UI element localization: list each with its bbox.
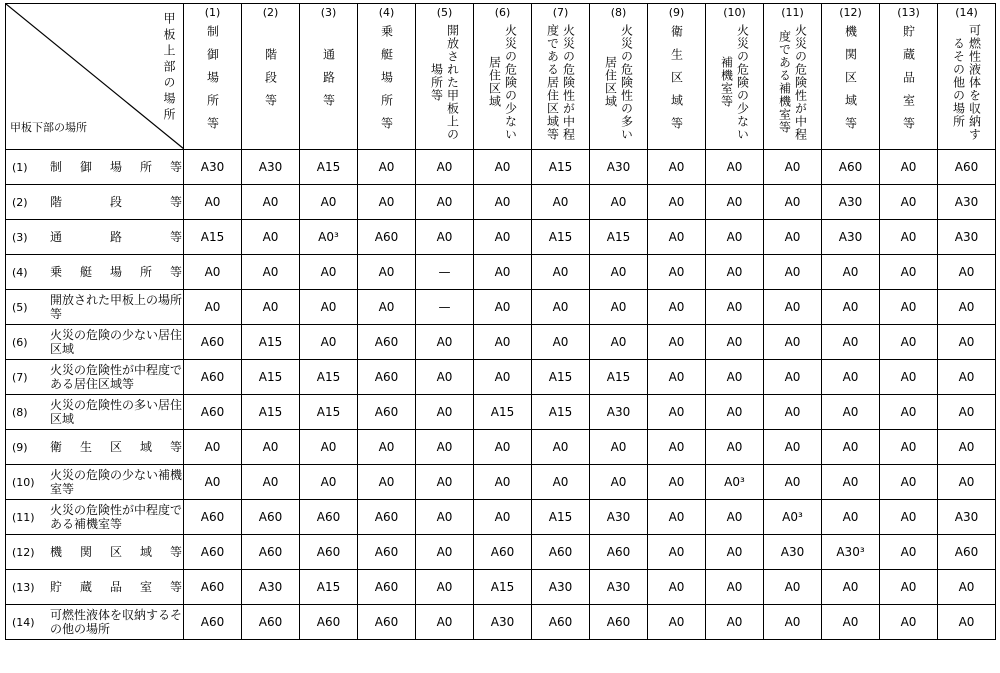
table-row bbox=[6, 535, 996, 570]
row-header bbox=[6, 465, 184, 500]
table-cell: A0 bbox=[300, 325, 358, 360]
row-label: 制御場所等 bbox=[50, 160, 182, 175]
table-cell: A0 bbox=[416, 220, 474, 255]
table-cell: — bbox=[416, 290, 474, 325]
column-header bbox=[416, 4, 474, 150]
table-cell: A30 bbox=[938, 185, 996, 220]
column-header bbox=[648, 4, 706, 150]
row-number: (14) bbox=[12, 615, 35, 629]
table-cell: A0 bbox=[938, 325, 996, 360]
table-cell: A30 bbox=[242, 150, 300, 185]
table-cell: A0 bbox=[358, 290, 416, 325]
table-cell: A0 bbox=[184, 185, 242, 220]
column-label: 可燃性液体を収納するその他の場所 bbox=[951, 23, 982, 141]
table-cell: A0 bbox=[300, 255, 358, 290]
column-header bbox=[358, 4, 416, 150]
table-cell: A0 bbox=[184, 465, 242, 500]
table-cell: A60 bbox=[184, 325, 242, 360]
column-label: 火災の危険性が中程度である居住区域等 bbox=[545, 23, 576, 141]
column-label: 貯蔵品室等 bbox=[901, 24, 916, 140]
column-header bbox=[880, 4, 938, 150]
table-cell: A0 bbox=[938, 255, 996, 290]
column-number: (10) bbox=[723, 6, 746, 19]
table-cell: A15 bbox=[300, 150, 358, 185]
table-cell: A0 bbox=[706, 325, 764, 360]
table-cell: A0 bbox=[764, 150, 822, 185]
table-cell: A30 bbox=[590, 395, 648, 430]
row-number: (13) bbox=[12, 580, 35, 594]
row-header bbox=[6, 325, 184, 360]
table-cell: A0 bbox=[242, 430, 300, 465]
table-cell: A60 bbox=[358, 220, 416, 255]
row-header bbox=[6, 535, 184, 570]
row-label: 火災の危険性の多い居住区域 bbox=[50, 398, 183, 426]
table-cell: A15 bbox=[242, 325, 300, 360]
table-cell: A0 bbox=[706, 535, 764, 570]
column-header bbox=[184, 4, 242, 150]
column-number: (9) bbox=[668, 6, 685, 19]
table-cell: A0 bbox=[764, 605, 822, 640]
table-cell: A15 bbox=[590, 220, 648, 255]
table-cell: A0 bbox=[648, 255, 706, 290]
table-row bbox=[6, 325, 996, 360]
table-cell: A0 bbox=[416, 150, 474, 185]
column-number: (6) bbox=[494, 6, 511, 19]
table-cell: A30 bbox=[590, 150, 648, 185]
table-cell: A60 bbox=[184, 570, 242, 605]
table-cell: A0 bbox=[184, 290, 242, 325]
table-cell: A0³ bbox=[300, 220, 358, 255]
table-row bbox=[6, 220, 996, 255]
table-cell: A0 bbox=[648, 535, 706, 570]
table-cell: A30 bbox=[590, 570, 648, 605]
table-cell: A0 bbox=[938, 465, 996, 500]
table-cell: A0 bbox=[822, 430, 880, 465]
table-cell: A30 bbox=[474, 605, 532, 640]
table-cell: A60 bbox=[532, 605, 590, 640]
table-cell: A30 bbox=[242, 570, 300, 605]
table-cell: A0 bbox=[532, 185, 590, 220]
table-cell: A0 bbox=[532, 255, 590, 290]
table-cell: A60 bbox=[184, 535, 242, 570]
row-label: 火災の危険の少ない補機室等 bbox=[50, 468, 183, 496]
table-cell: A0 bbox=[764, 395, 822, 430]
table-cell: A0 bbox=[764, 465, 822, 500]
table-cell: A0 bbox=[880, 185, 938, 220]
table-cell: A0 bbox=[648, 430, 706, 465]
table-row bbox=[6, 185, 996, 220]
table-cell: A60 bbox=[358, 395, 416, 430]
table-cell: A0 bbox=[706, 220, 764, 255]
table-cell: A0 bbox=[764, 290, 822, 325]
column-label: 階段等 bbox=[263, 47, 278, 117]
table-cell: A0³ bbox=[706, 465, 764, 500]
row-label: 火災の危険性が中程度である補機室等 bbox=[50, 503, 183, 531]
table-cell: A0 bbox=[416, 535, 474, 570]
table-cell: A0 bbox=[648, 605, 706, 640]
row-label: 火災の危険の少ない居住区域 bbox=[50, 328, 183, 356]
table-cell: A0 bbox=[648, 360, 706, 395]
row-header bbox=[6, 150, 184, 185]
table-cell: A60 bbox=[184, 395, 242, 430]
corner-upper-label: 甲板上部の場所 bbox=[162, 11, 176, 124]
table-cell: A0 bbox=[706, 255, 764, 290]
table-cell: A15 bbox=[300, 570, 358, 605]
column-label: 火災の危険性の多い居住区域 bbox=[603, 23, 634, 141]
column-label: 通路等 bbox=[321, 47, 336, 117]
table-cell: A60 bbox=[358, 500, 416, 535]
table-cell: A0 bbox=[184, 255, 242, 290]
row-number: (12) bbox=[12, 545, 35, 559]
table-cell: A0 bbox=[822, 290, 880, 325]
table-cell: A0 bbox=[590, 290, 648, 325]
table-cell: A0 bbox=[416, 395, 474, 430]
table-cell: A0 bbox=[764, 325, 822, 360]
table-cell: A0 bbox=[880, 150, 938, 185]
table-cell: A0 bbox=[590, 465, 648, 500]
column-number: (11) bbox=[781, 6, 804, 19]
column-number: (3) bbox=[320, 6, 337, 19]
table-cell: A0 bbox=[358, 255, 416, 290]
row-number: (6) bbox=[12, 335, 28, 349]
table-cell: A0 bbox=[880, 325, 938, 360]
table-cell: A15 bbox=[300, 360, 358, 395]
table-cell: A0 bbox=[474, 430, 532, 465]
table-cell: A0 bbox=[880, 430, 938, 465]
table-cell: A60 bbox=[938, 150, 996, 185]
table-cell: A0 bbox=[474, 290, 532, 325]
row-number: (1) bbox=[12, 160, 28, 174]
table-cell: A0 bbox=[648, 570, 706, 605]
table-cell: A0 bbox=[416, 185, 474, 220]
table-cell: A0 bbox=[358, 430, 416, 465]
table-cell: A15 bbox=[474, 570, 532, 605]
column-header bbox=[474, 4, 532, 150]
table-cell: A0 bbox=[648, 325, 706, 360]
table-cell: A0 bbox=[416, 605, 474, 640]
table-cell: A15 bbox=[474, 395, 532, 430]
table-cell: A0 bbox=[474, 325, 532, 360]
table-cell: A0 bbox=[474, 465, 532, 500]
column-number: (1) bbox=[204, 6, 221, 19]
row-label: 機関区域等 bbox=[50, 545, 182, 560]
table-cell: A60 bbox=[358, 535, 416, 570]
table-cell: A60 bbox=[184, 360, 242, 395]
column-number: (5) bbox=[436, 6, 453, 19]
row-header bbox=[6, 605, 184, 640]
row-number: (2) bbox=[12, 195, 28, 209]
table-cell: A0 bbox=[706, 290, 764, 325]
table-cell: A0 bbox=[764, 255, 822, 290]
table-row bbox=[6, 255, 996, 290]
table-cell: A0 bbox=[938, 570, 996, 605]
table-cell: A15 bbox=[300, 395, 358, 430]
column-number: (7) bbox=[552, 6, 569, 19]
table-cell: A0 bbox=[880, 220, 938, 255]
column-number: (4) bbox=[378, 6, 395, 19]
column-label: 火災の危険性が中程度である補機室等 bbox=[777, 23, 808, 141]
table-cell: A0 bbox=[474, 500, 532, 535]
table-cell: A0 bbox=[764, 220, 822, 255]
table-cell: A0 bbox=[822, 360, 880, 395]
table-row bbox=[6, 465, 996, 500]
table-cell: A0 bbox=[880, 290, 938, 325]
table-cell: A0 bbox=[880, 465, 938, 500]
table-cell: A0 bbox=[474, 185, 532, 220]
row-number: (7) bbox=[12, 370, 28, 384]
column-label: 衛生区域等 bbox=[669, 24, 684, 140]
header-row bbox=[6, 4, 996, 150]
table-cell: A15 bbox=[590, 360, 648, 395]
table-cell: A0 bbox=[590, 185, 648, 220]
table-cell: A0 bbox=[242, 465, 300, 500]
table-row bbox=[6, 360, 996, 395]
table-cell: A0 bbox=[880, 535, 938, 570]
row-header bbox=[6, 255, 184, 290]
row-header bbox=[6, 570, 184, 605]
table-cell: A0 bbox=[358, 185, 416, 220]
column-number: (8) bbox=[610, 6, 627, 19]
table-row bbox=[6, 605, 996, 640]
table-cell: A0 bbox=[648, 220, 706, 255]
table-cell: A60 bbox=[242, 500, 300, 535]
table-cell: — bbox=[416, 255, 474, 290]
table-cell: A0 bbox=[242, 290, 300, 325]
row-header bbox=[6, 185, 184, 220]
table-cell: A60 bbox=[300, 500, 358, 535]
table-cell: A0 bbox=[300, 290, 358, 325]
table-cell: A60 bbox=[300, 535, 358, 570]
table-cell: A0 bbox=[532, 465, 590, 500]
table-cell: A0 bbox=[706, 430, 764, 465]
table-row bbox=[6, 430, 996, 465]
table-cell: A0 bbox=[358, 465, 416, 500]
column-header bbox=[706, 4, 764, 150]
table-cell: A30 bbox=[184, 150, 242, 185]
table-cell: A0 bbox=[938, 290, 996, 325]
table-cell: A0 bbox=[764, 430, 822, 465]
fire-integrity-table bbox=[5, 3, 996, 640]
table-cell: A0 bbox=[648, 290, 706, 325]
column-header bbox=[590, 4, 648, 150]
row-number: (4) bbox=[12, 265, 28, 279]
table-cell: A30 bbox=[938, 500, 996, 535]
row-number: (8) bbox=[12, 405, 28, 419]
table-cell: A60 bbox=[358, 605, 416, 640]
table-cell: A0 bbox=[532, 430, 590, 465]
table-cell: A0 bbox=[880, 395, 938, 430]
table-cell: A0 bbox=[706, 185, 764, 220]
row-header bbox=[6, 500, 184, 535]
row-label: 衛生区域等 bbox=[50, 440, 182, 455]
table-cell: A15 bbox=[532, 150, 590, 185]
row-header bbox=[6, 360, 184, 395]
table-cell: A60 bbox=[184, 500, 242, 535]
table-cell: A60 bbox=[300, 605, 358, 640]
row-label: 貯蔵品室等 bbox=[50, 580, 182, 595]
table-cell: A60 bbox=[242, 605, 300, 640]
column-number: (13) bbox=[897, 6, 920, 19]
column-label: 乗艇場所等 bbox=[379, 24, 394, 140]
table-cell: A0 bbox=[416, 500, 474, 535]
column-label: 機関区域等 bbox=[843, 24, 858, 140]
table-cell: A0 bbox=[706, 605, 764, 640]
table-cell: A60 bbox=[590, 605, 648, 640]
table-row bbox=[6, 150, 996, 185]
table-cell: A0 bbox=[242, 185, 300, 220]
column-header bbox=[532, 4, 590, 150]
table-cell: A0 bbox=[648, 395, 706, 430]
table-cell: A0 bbox=[242, 255, 300, 290]
row-label: 階段等 bbox=[50, 195, 182, 210]
table-cell: A0 bbox=[880, 500, 938, 535]
table-cell: A15 bbox=[532, 220, 590, 255]
row-number: (3) bbox=[12, 230, 28, 244]
table-cell: A0 bbox=[880, 255, 938, 290]
column-header bbox=[242, 4, 300, 150]
table-cell: A0 bbox=[416, 325, 474, 360]
table-cell: A0 bbox=[706, 395, 764, 430]
row-number: (5) bbox=[12, 300, 28, 314]
table-cell: A0 bbox=[648, 150, 706, 185]
row-label: 火災の危険性が中程度である居住区域等 bbox=[50, 363, 183, 391]
table-cell: A0 bbox=[184, 430, 242, 465]
column-number: (12) bbox=[839, 6, 862, 19]
table-cell: A0 bbox=[822, 570, 880, 605]
table-cell: A60 bbox=[590, 535, 648, 570]
table-cell: A30 bbox=[764, 535, 822, 570]
table-row bbox=[6, 395, 996, 430]
table-cell: A15 bbox=[242, 395, 300, 430]
table-cell: A0 bbox=[648, 465, 706, 500]
table-cell: A0 bbox=[822, 395, 880, 430]
table-cell: A15 bbox=[532, 395, 590, 430]
row-number: (11) bbox=[12, 510, 35, 524]
column-number: (14) bbox=[955, 6, 978, 19]
table-cell: A0 bbox=[358, 150, 416, 185]
table-cell: A0 bbox=[880, 570, 938, 605]
table-cell: A0 bbox=[416, 570, 474, 605]
column-header bbox=[822, 4, 880, 150]
table-cell: A0 bbox=[590, 430, 648, 465]
table-cell: A0 bbox=[822, 465, 880, 500]
corner-cell bbox=[6, 4, 184, 150]
table-cell: A0 bbox=[242, 220, 300, 255]
table-cell: A0 bbox=[880, 605, 938, 640]
row-number: (10) bbox=[12, 475, 35, 489]
table-cell: A60 bbox=[184, 605, 242, 640]
table-cell: A0 bbox=[822, 325, 880, 360]
column-label: 制御場所等 bbox=[205, 24, 220, 140]
row-label: 可燃性液体を収納するその他の場所 bbox=[50, 608, 183, 636]
column-header bbox=[300, 4, 358, 150]
table-cell: A15 bbox=[184, 220, 242, 255]
table-cell: A60 bbox=[242, 535, 300, 570]
row-label: 通路等 bbox=[50, 230, 182, 245]
table-cell: A0 bbox=[938, 360, 996, 395]
table-cell: A0 bbox=[416, 465, 474, 500]
row-header bbox=[6, 430, 184, 465]
column-label: 火災の危険の少ない居住区域 bbox=[487, 23, 518, 141]
row-header bbox=[6, 395, 184, 430]
table-cell: A15 bbox=[242, 360, 300, 395]
table-cell: A0 bbox=[764, 570, 822, 605]
corner-lower-label: 甲板下部の場所 bbox=[10, 121, 87, 134]
table-cell: A15 bbox=[532, 360, 590, 395]
table-cell: A0 bbox=[416, 360, 474, 395]
table-cell: A0 bbox=[532, 325, 590, 360]
table-cell: A60 bbox=[358, 570, 416, 605]
row-label: 開放された甲板上の場所等 bbox=[50, 293, 183, 321]
table-cell: A0 bbox=[300, 185, 358, 220]
table-cell: A0 bbox=[648, 500, 706, 535]
table-cell: A60 bbox=[358, 325, 416, 360]
table-cell: A60 bbox=[358, 360, 416, 395]
table-cell: A60 bbox=[938, 535, 996, 570]
table-cell: A0 bbox=[474, 220, 532, 255]
column-header bbox=[764, 4, 822, 150]
table-cell: A60 bbox=[822, 150, 880, 185]
table-cell: A0 bbox=[300, 430, 358, 465]
table-cell: A0 bbox=[938, 430, 996, 465]
table-cell: A60 bbox=[532, 535, 590, 570]
table-cell: A30 bbox=[938, 220, 996, 255]
table-cell: A0 bbox=[706, 150, 764, 185]
table-cell: A0 bbox=[474, 150, 532, 185]
table-row bbox=[6, 290, 996, 325]
table-cell: A15 bbox=[532, 500, 590, 535]
table-cell: A30 bbox=[822, 185, 880, 220]
column-number: (2) bbox=[262, 6, 279, 19]
table-cell: A0 bbox=[532, 290, 590, 325]
table-cell: A0 bbox=[764, 185, 822, 220]
table-cell: A0 bbox=[590, 325, 648, 360]
column-label: 火災の危険の少ない補機室等 bbox=[719, 23, 750, 141]
row-number: (9) bbox=[12, 440, 28, 454]
table-cell: A0³ bbox=[764, 500, 822, 535]
table-cell: A0 bbox=[416, 430, 474, 465]
table-cell: A30 bbox=[590, 500, 648, 535]
table-cell: A30³ bbox=[822, 535, 880, 570]
column-label: 開放された甲板上の場所等 bbox=[429, 23, 460, 141]
table-cell: A0 bbox=[938, 395, 996, 430]
table-cell: A0 bbox=[590, 255, 648, 290]
table-cell: A0 bbox=[706, 500, 764, 535]
table-cell: A0 bbox=[880, 360, 938, 395]
row-header bbox=[6, 290, 184, 325]
table-cell: A0 bbox=[764, 360, 822, 395]
table-cell: A0 bbox=[938, 605, 996, 640]
table-cell: A0 bbox=[300, 465, 358, 500]
table-cell: A0 bbox=[474, 360, 532, 395]
table-cell: A0 bbox=[648, 185, 706, 220]
table-cell: A0 bbox=[706, 360, 764, 395]
table-cell: A0 bbox=[822, 605, 880, 640]
column-header bbox=[938, 4, 996, 150]
table-cell: A0 bbox=[706, 570, 764, 605]
table-cell: A0 bbox=[822, 500, 880, 535]
table-cell: A30 bbox=[532, 570, 590, 605]
table-cell: A0 bbox=[474, 255, 532, 290]
table-cell: A60 bbox=[474, 535, 532, 570]
table-row bbox=[6, 570, 996, 605]
table-cell: A0 bbox=[822, 255, 880, 290]
table-cell: A30 bbox=[822, 220, 880, 255]
row-label: 乗艇場所等 bbox=[50, 265, 182, 280]
table-row bbox=[6, 500, 996, 535]
row-header bbox=[6, 220, 184, 255]
